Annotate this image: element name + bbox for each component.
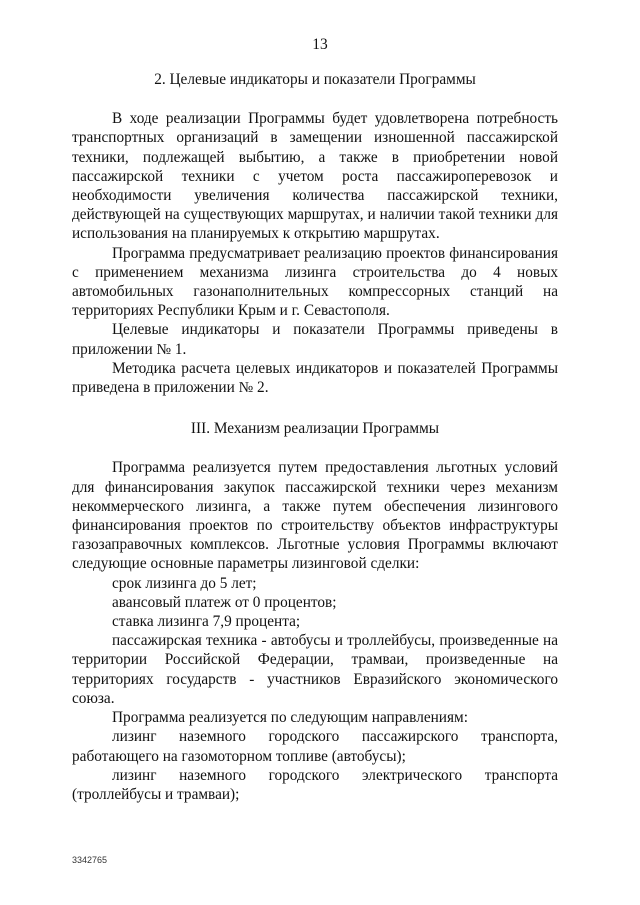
- directions-intro: Программа реализуется по следующим направлениям:: [112, 709, 468, 727]
- section-2-paragraph: Программа предусматривает реализацию проектов финансирования с применением механизма лизинга строительства до 4 новых автомобильных газонаполнительных компрессорных станций на территориях Республики Крым и г. Севастополя.: [72, 244, 558, 320]
- section-3-heading: III. Механизм реализации Программы: [190, 420, 440, 438]
- direction-item: лизинг наземного городского пассажирского транспорта, работающего на газомоторном топливе (автобусы);: [72, 728, 558, 765]
- section-2-paragraph: Целевые индикаторы и показатели Программы приведены в приложении № 1.: [72, 321, 558, 358]
- page-content: [72, 70, 558, 804]
- section-3-intro: Программа реализуется путем предоставления льготных условий для финансирования закупок пассажирской техники через механизм некоммерческого лизинга, а также путем обеспечения лизингового финансирования проектов по строительству объектов инфраструктуры газозаправочных комплексов. Льготные условия Программы включают следующие основные параметры лизинговой сделки:: [72, 459, 558, 573]
- leasing-condition-item: авансовый платеж от 0 процентов;: [112, 593, 337, 611]
- page-number: 13: [312, 36, 328, 53]
- leasing-condition-item: пассажирская техника - автобусы и троллейбусы, произведенные на территории Российской Федерации, трамваи, произведенные на территориях государств - участников Евразийского экономического союза.: [72, 632, 558, 707]
- leasing-condition-item: ставка лизинга 7,9 процента;: [112, 613, 301, 631]
- direction-item: лизинг наземного городского электрического транспорта (троллейбусы и трамваи);: [72, 766, 558, 803]
- section-2-heading: 2. Целевые индикаторы и показатели Программы: [154, 71, 476, 88]
- document-code: 3342765: [72, 855, 108, 865]
- section-2-paragraph: Методика расчета целевых индикаторов и показателей Программы приведена в приложении № 2.: [72, 359, 558, 397]
- leasing-condition-item: срок лизинга до 5 лет;: [112, 574, 257, 592]
- section-2-paragraph: В ходе реализации Программы будет удовлетворена потребность транспортных организаций в замещении изношенной пассажирской техники, подлежащей выбытию, а также в приобретении новой пассажирской техники с учетом роста пассажироперевозок и необходимости увеличения количества пассажирской техники, действующей на существующих маршрутах, и наличии такой техники для использования на планируемых к открытию маршрутах.: [72, 110, 558, 243]
